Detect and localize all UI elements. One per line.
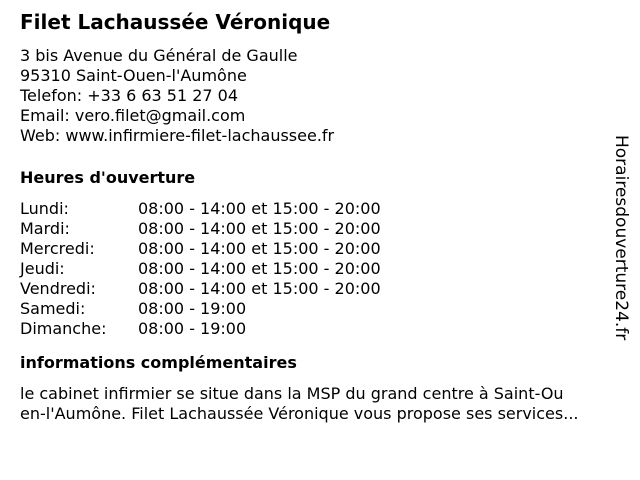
hours-row bbox=[20, 299, 620, 319]
address-line-1: 3 bis Avenue du Général de Gaulle bbox=[20, 46, 298, 65]
hours-time: 08:00 - 14:00 et 15:00 - 20:00 bbox=[138, 279, 381, 298]
info-description bbox=[20, 384, 620, 424]
info-text-line-1: le cabinet infirmier se situe dans la MSP du grand centre à Saint-Ou bbox=[20, 384, 564, 403]
contact-block bbox=[20, 46, 620, 146]
web-line: Web: www.infirmiere-filet-lachaussee.fr bbox=[20, 126, 335, 145]
hours-day: Mardi: bbox=[20, 219, 70, 238]
hours-table bbox=[20, 199, 620, 339]
hours-time: 08:00 - 19:00 bbox=[138, 299, 247, 318]
hours-day: Lundi: bbox=[20, 199, 69, 218]
address-line-2: 95310 Saint-Ouen-l'Aumône bbox=[20, 66, 247, 85]
hours-time: 08:00 - 14:00 et 15:00 - 20:00 bbox=[138, 199, 381, 218]
info-text-line-2: en-l'Aumône. Filet Lachaussée Véronique vous propose ses services... bbox=[20, 404, 579, 423]
hours-day: Dimanche: bbox=[20, 319, 107, 338]
business-name: Filet Lachaussée Véronique bbox=[20, 10, 331, 34]
info-heading: informations complémentaires bbox=[20, 353, 297, 372]
hours-row bbox=[20, 279, 620, 299]
hours-day: Samedi: bbox=[20, 299, 86, 318]
hours-row bbox=[20, 199, 620, 219]
hours-row bbox=[20, 259, 620, 279]
hours-day: Jeudi: bbox=[20, 259, 65, 278]
hours-day: Vendredi: bbox=[20, 279, 96, 298]
site-brand-vertical: Horairesdouverture24.fr bbox=[611, 135, 631, 341]
hours-time: 08:00 - 14:00 et 15:00 - 20:00 bbox=[138, 219, 381, 238]
hours-time: 08:00 - 14:00 et 15:00 - 20:00 bbox=[138, 259, 381, 278]
phone-line: Telefon: +33 6 63 51 27 04 bbox=[20, 86, 239, 105]
hours-time: 08:00 - 19:00 bbox=[138, 319, 247, 338]
hours-row bbox=[20, 239, 620, 259]
hours-time: 08:00 - 14:00 et 15:00 - 20:00 bbox=[138, 239, 381, 258]
email-line: Email: vero.filet@gmail.com bbox=[20, 106, 246, 125]
hours-row bbox=[20, 219, 620, 239]
business-card bbox=[20, 8, 620, 424]
hours-heading: Heures d'ouverture bbox=[20, 168, 196, 187]
hours-day: Mercredi: bbox=[20, 239, 95, 258]
hours-row bbox=[20, 319, 620, 339]
